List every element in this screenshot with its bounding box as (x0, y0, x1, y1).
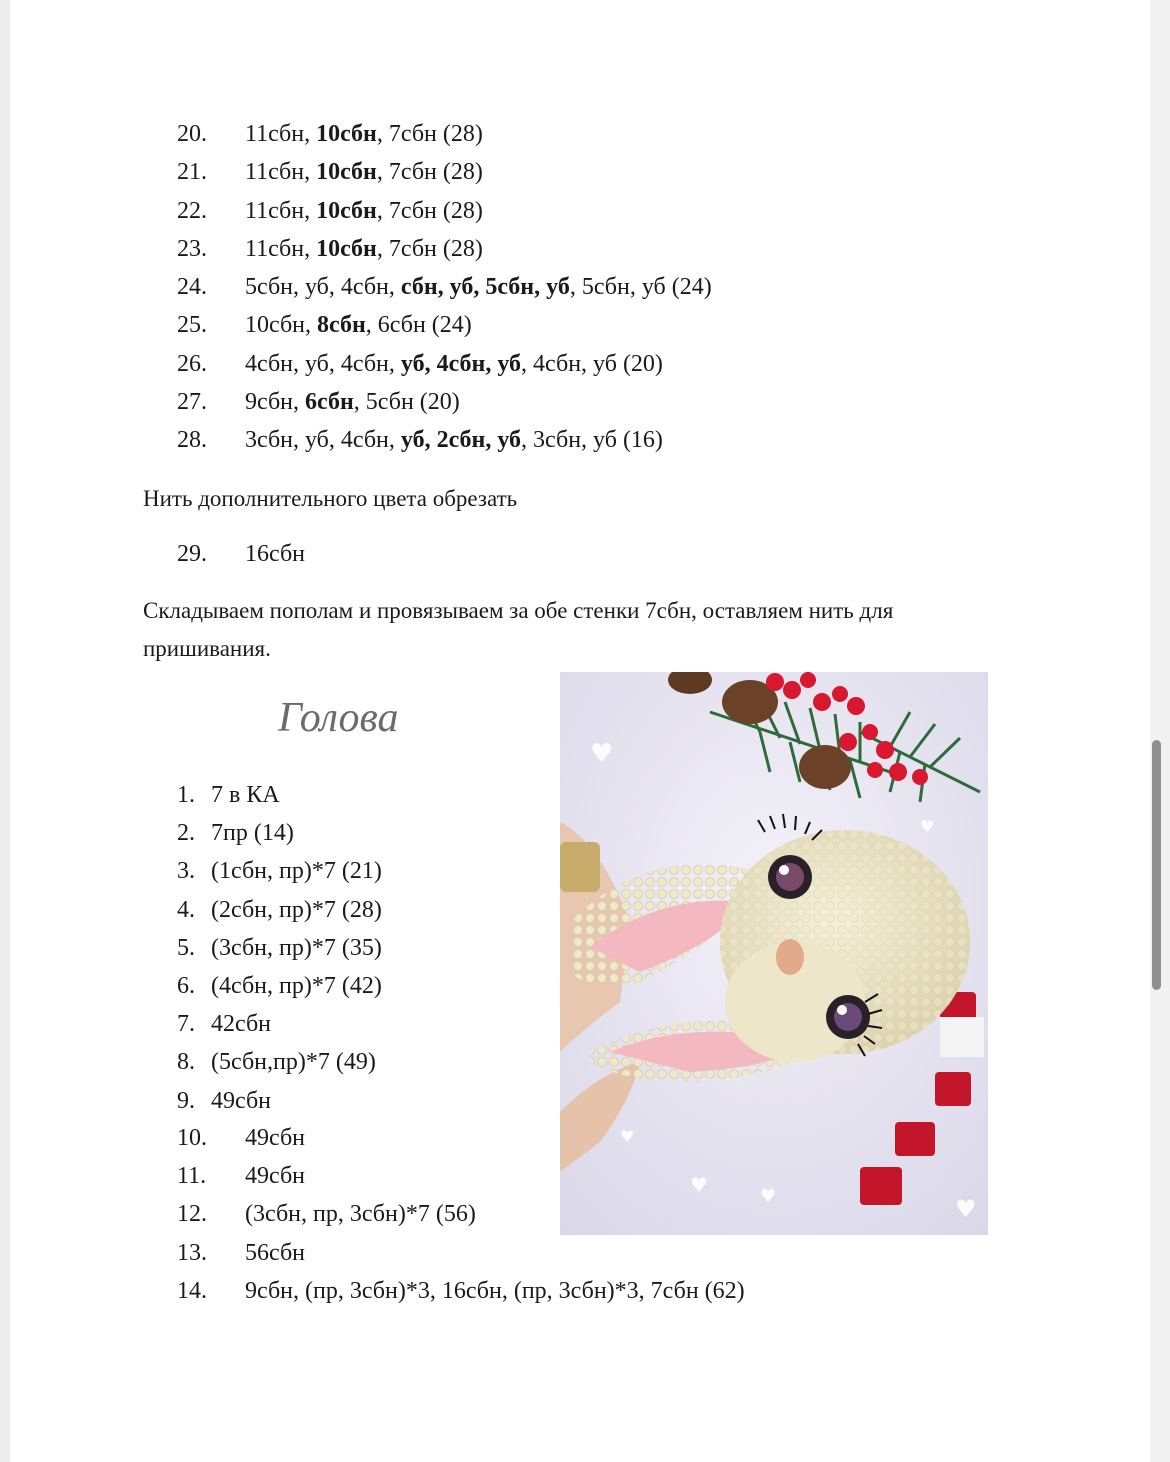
scrollbar-thumb[interactable] (1152, 740, 1161, 990)
round-number: 11. (177, 1163, 207, 1189)
svg-text:♥: ♥ (690, 1173, 708, 1197)
round-text-bold: сбн, уб, 5сбн, уб (400, 274, 570, 300)
round-text-part: , 3сбн, уб (16) (521, 427, 663, 453)
round-text: 56сбн (245, 1240, 305, 1266)
round-text: (5сбн,пр)*7 (49) (211, 1049, 376, 1075)
round-text: (4сбн, пр)*7 (42) (211, 973, 382, 999)
bunny-photo (560, 672, 988, 1235)
svg-text:♥: ♥ (760, 1186, 777, 1207)
round-text (245, 196, 483, 226)
bunny-illustration (560, 672, 988, 1235)
round-text: 16сбн (245, 541, 305, 567)
round-text: 7 в КА (211, 782, 280, 808)
round-text-part: 4сбн, уб, 4сбн, (245, 351, 401, 377)
round-text (245, 157, 483, 187)
svg-text:♥: ♥ (920, 817, 935, 836)
round-number: 20. (177, 121, 207, 147)
note-cut-thread: Нить дополнительного цвета обрезать (143, 486, 518, 511)
round-text-part: 5сбн, уб, 4сбн, (245, 274, 401, 300)
round-text: 7пр (14) (211, 820, 294, 846)
round-text-part: 11сбн, (245, 159, 317, 185)
round-text: 49сбн (245, 1163, 305, 1189)
note-fold-line-1: Складываем пополам и провязываем за обе стенки 7сбн, оставляем нить для (143, 598, 894, 623)
round-text-part: 11сбн, (245, 121, 317, 147)
round-text (245, 387, 460, 417)
svg-text:♥: ♥ (590, 739, 614, 769)
round-number: 12. (177, 1201, 207, 1227)
svg-text:♥: ♥ (620, 1127, 635, 1146)
round-text: 42сбн (211, 1011, 271, 1037)
round-text-part: , 5сбн, уб (24) (569, 274, 712, 300)
round-number: 1. (177, 782, 195, 808)
round-text-bold: 8сбн (317, 312, 366, 338)
round-text: 49сбн (211, 1088, 271, 1114)
round-number: 10. (177, 1125, 207, 1151)
round-number: 28. (177, 427, 207, 453)
round-number: 9. (177, 1088, 195, 1114)
round-number: 23. (177, 236, 207, 262)
round-text (245, 119, 483, 149)
round-number: 25. (177, 312, 207, 338)
round-text-part: 9сбн, (245, 389, 305, 415)
round-text-part: , 7сбн (28) (376, 198, 483, 224)
round-number: 21. (177, 159, 207, 185)
round-text-bold: 10сбн (316, 236, 377, 262)
round-number: 6. (177, 973, 195, 999)
round-text-bold: 10сбн (316, 198, 377, 224)
round-number: 3. (177, 858, 195, 884)
round-text-part: , 7сбн (28) (376, 159, 483, 185)
round-text-bold: 10сбн (316, 159, 377, 185)
round-text-part: 11сбн, (245, 236, 317, 262)
round-text-part: , 5сбн (20) (353, 389, 460, 415)
round-number: 4. (177, 897, 195, 923)
round-text-bold: 6сбн (305, 389, 354, 415)
round-number: 5. (177, 935, 195, 961)
round-text-part: , 7сбн (28) (376, 121, 483, 147)
round-text (245, 310, 472, 340)
round-text: 49сбн (245, 1125, 305, 1151)
round-number: 24. (177, 274, 207, 300)
round-number: 22. (177, 198, 207, 224)
svg-text:♥: ♥ (955, 1195, 977, 1223)
round-number: 27. (177, 389, 207, 415)
round-text (245, 425, 663, 455)
round-number: 29. (177, 541, 207, 567)
round-text-bold: уб, 2сбн, уб (400, 427, 522, 453)
scrollbar-track[interactable] (1150, 0, 1170, 1462)
round-text-part: 10сбн, (245, 312, 317, 338)
round-text-part: , 6сбн (24) (365, 312, 472, 338)
round-text-part: 11сбн, (245, 198, 317, 224)
round-text-part: 3сбн, уб, 4сбн, (245, 427, 401, 453)
round-text: (1сбн, пр)*7 (21) (211, 858, 382, 884)
round-number: 13. (177, 1240, 207, 1266)
round-number: 7. (177, 1011, 195, 1037)
round-number: 26. (177, 351, 207, 377)
round-text-part: , 7сбн (28) (376, 236, 483, 262)
round-text-bold: 10сбн (316, 121, 377, 147)
section-heading-head: Голова (278, 695, 399, 741)
round-text-part: , 4сбн, уб (20) (521, 351, 663, 377)
round-text (245, 349, 663, 379)
round-text: (3сбн, пр, 3сбн)*7 (56) (245, 1201, 476, 1227)
note-fold-line-2: пришивания. (143, 636, 271, 661)
round-text: (3сбн, пр)*7 (35) (211, 935, 382, 961)
round-number: 14. (177, 1278, 207, 1304)
round-text (245, 234, 483, 264)
round-number: 8. (177, 1049, 195, 1075)
round-text: 9сбн, (пр, 3сбн)*3, 16сбн, (пр, 3сбн)*3, 7сбн (62) (245, 1278, 745, 1304)
round-text-bold: уб, 4сбн, уб (400, 351, 522, 377)
round-text (245, 272, 712, 302)
round-text: (2сбн, пр)*7 (28) (211, 897, 382, 923)
round-number: 2. (177, 820, 195, 846)
